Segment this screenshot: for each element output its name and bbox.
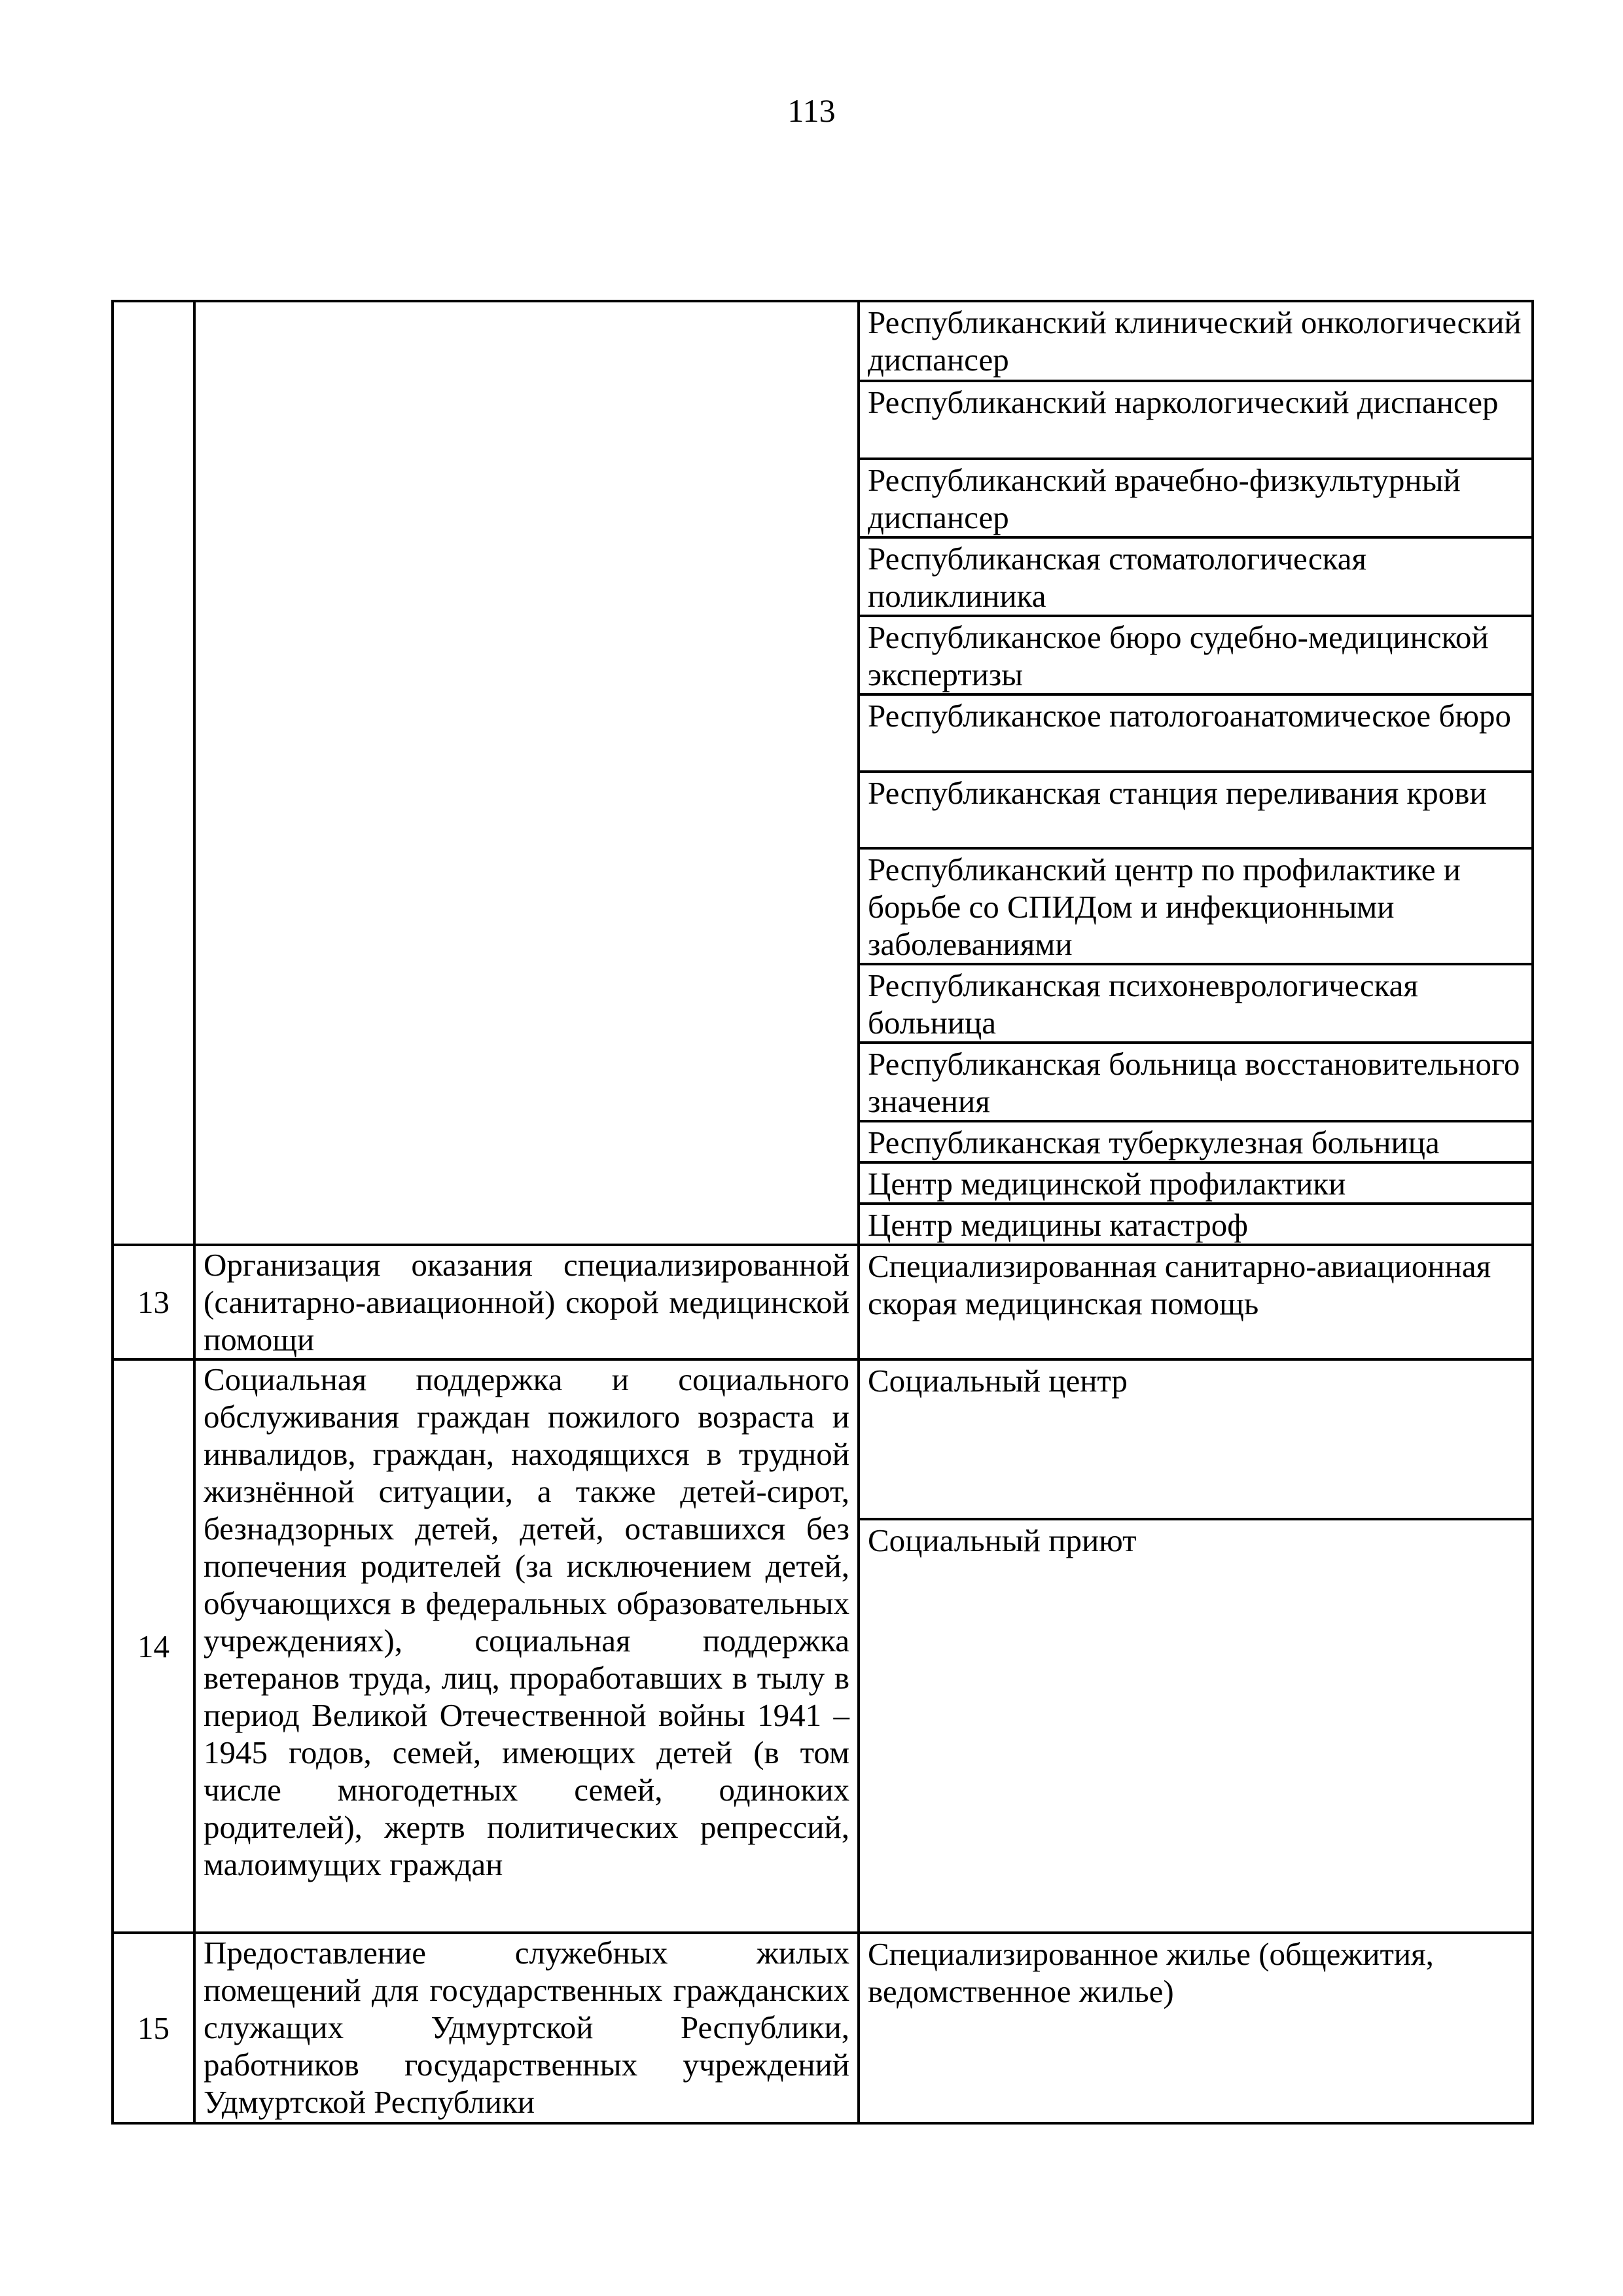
organization-cell: Социальный центр — [859, 1359, 1533, 1519]
row-description: Социальная поддержка и социального обслуживания граждан пожилого возраста и инвалидов, граждан, находящихся в трудной жизнённой ситуации, а также детей-сирот, безнадзорных детей, детей, оставшихся без попечения родителей (за исключением детей, обучающихся в федеральных образовательных учреждениях), социальная поддержка ветеранов труда, лиц, проработавших в тылу в период Великой Отечественной войны 1941 – 1945 годов, семей, имеющих детей (в том числе многодетных семей, одиноких родителей), жертв политических репрессий, малоимущих граждан — [194, 1359, 859, 1933]
organization-cell: Социальный приют — [859, 1519, 1533, 1933]
organization-cell: Республиканский наркологический диспансер — [859, 381, 1533, 459]
continued-number-cell — [113, 301, 194, 1245]
organization-cell: Республиканский центр по профилактике и борьбе со СПИДом и инфекционными заболеваниями — [859, 848, 1533, 964]
table-row — [113, 1933, 1533, 2123]
table-row — [113, 1359, 1533, 1519]
organization-cell: Республиканская больница восстановительного значения — [859, 1043, 1533, 1121]
row-number: 13 — [113, 1245, 194, 1359]
organization-cell: Центр медицинской профилактики — [859, 1162, 1533, 1204]
row-description: Организация оказания специализированной (санитарно-авиационной) скорой медицинской помощи — [194, 1245, 859, 1359]
organization-cell: Специализированная санитарно-авиационная скорая медицинская помощь — [859, 1245, 1533, 1359]
organization-cell: Республиканская туберкулезная больница — [859, 1121, 1533, 1162]
organization-cell: Республиканский врачебно-физкультурный диспансер — [859, 459, 1533, 537]
row-description: Предоставление служебных жилых помещений для государственных гражданских служащих Удмуртской Республики, работников государственных учреждений Удмуртской Республики — [194, 1933, 859, 2123]
organization-cell: Специализированное жилье (общежития, ведомственное жилье) — [859, 1933, 1533, 2123]
organization-cell: Республиканская стоматологическая поликлиника — [859, 537, 1533, 616]
organization-cell: Центр медицины катастроф — [859, 1204, 1533, 1245]
row-number: 14 — [113, 1359, 194, 1933]
row-number: 15 — [113, 1933, 194, 2123]
institutions-table — [111, 300, 1534, 2125]
page-number: 113 — [787, 92, 836, 129]
organization-cell: Республиканская станция переливания крови — [859, 772, 1533, 848]
organization-cell: Республиканское патологоанатомическое бюро — [859, 694, 1533, 772]
organization-cell: Республиканская психоневрологическая больница — [859, 964, 1533, 1043]
organization-cell: Республиканский клинический онкологический диспансер — [859, 301, 1533, 381]
table-row — [113, 301, 1533, 381]
table-row — [113, 1245, 1533, 1359]
organization-cell: Республиканское бюро судебно-медицинской экспертизы — [859, 616, 1533, 694]
continued-description-cell — [194, 301, 859, 1245]
